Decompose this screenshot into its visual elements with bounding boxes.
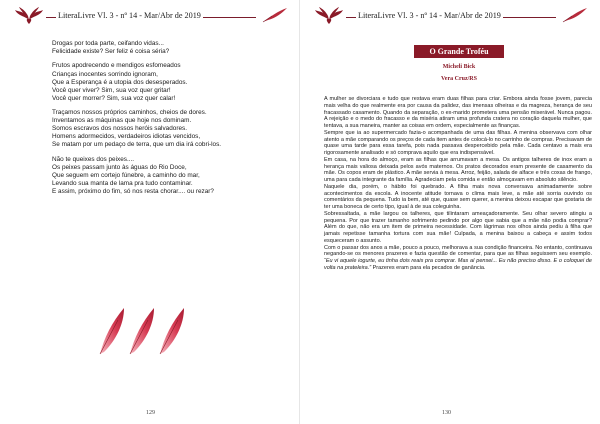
header-title: LiteraLivre Vl. 3 - nº 14 - Mar/Abr de 2019	[58, 11, 201, 20]
winged-heart-logo-icon	[314, 6, 344, 26]
author-location: Vera Cruz/RS	[441, 76, 477, 82]
story-text: Com o passar dos anos a mãe, pouco a pouco, melhorava a sua condição financeira. No entanto, continuava negando-se os menores prazeres e fazia questão de comentar, para que as filhas seguissem seu exemplo.	[324, 244, 592, 258]
poem-line: Felicidade existe? Ser feliz é coisa séria?	[52, 48, 170, 56]
story-body	[324, 96, 592, 272]
right-page	[300, 0, 600, 424]
header-title: LiteraLivre Vl. 3 - nº 14 - Mar/Abr de 2019	[358, 11, 501, 20]
story-title: O Grande Troféu	[414, 45, 504, 58]
poem-line: Frutos apodrecendo e mendigos esfomeados	[52, 62, 181, 70]
poem	[52, 40, 292, 202]
story-paragraph: Sempre que ia ao supermercado fazia-o acompanhada de uma das filhas. A menina observava com olhar atento a mãe comparando os preços de cada item antes de colocá-lo no carrinho de compras. Precisavam de quase uma tarde para essa tarefa, pois nada passava despercebido pela mãe. Cada centavo a mais era rigorosamente analisado e só comprava aquilo que era indispensável.	[324, 129, 592, 156]
poem-line: Se matam por um pedaço de terra, que um dia irá cobri-los.	[52, 141, 222, 149]
story-text: Prazeres eram para ela pecados de ganância.	[371, 264, 486, 271]
quill-icon	[262, 7, 288, 23]
story-paragraph: Sobressaltada, a mãe largou os talheres, que tilintaram ameaçadoramente. Seu olhar severo atingiu a pequena. Por que trazer tamanho sofrimento pedindo por algo que sabia que a mãe não podia comprar? Além do que, não era um item de primeira necessidade. Com lágrimas nos olhos ainda pediu à filha que jamais repetisse tamanha tortura com sua mãe! Culpada, a menina baixou a cabeça e assim todos esqueceram o assunto.	[324, 210, 592, 244]
poem-line: Crianças inocentes sorrindo ignoram,	[52, 70, 158, 78]
story-italic-quote: “Eu vi aquele iogurte, eu tinha dois reais pra comprar. Mas aí pensei... Eu não preciso disso. E o coloquei de volta na prateleira.”	[324, 258, 592, 271]
feathers-icon	[94, 300, 194, 356]
poem-line: Você quer morrer? Sim, sua voz quer calar!	[52, 94, 176, 102]
poem-line: Você quer viver? Sim, sua voz quer gritar!	[52, 86, 171, 94]
story-paragraph: A mulher se divorciara e tudo que restava eram duas filhas para criar. Embora ainda fosse jovem, parecia mais velha do que realmente era por causa da palidez, das imensas olheiras e da magreza, herança de seu fracassado casamento. Quando da separação, o ex-marido prometera uma pensão miserável. Nunca pagou. A rejeição e o medo do fracasso e da miséria atiram uma profunda cratera no coração daquela mulher, que tentava, a sua maneira, manter as coisas em ordem, especialmente as finanças.	[324, 96, 592, 129]
page-number: 130	[442, 410, 451, 416]
page-number: 129	[146, 410, 155, 416]
poem-line: Drogas por toda parte, ceifando vidas...	[52, 40, 164, 47]
poem-line: Somos escravos dos nossos heróis salvadores.	[52, 125, 187, 133]
quill-icon	[562, 7, 588, 23]
stanza-2	[52, 62, 292, 102]
story-paragraph: Em casa, na hora do almoço, eram as filhas que arrumavam a mesa. Os antigos talheres de inox eram a herança mais valiosa deixada pelos avós maternos. Os pratos decorados eram presente de casamento da mãe. Os copos eram de plástico. A mãe servia à mesa. Arroz, feijão, salada de alface e três coxas de frango, uma para cada integrante da família. Agradeciam pela comida e então almoçavam em absoluto silêncio.	[324, 156, 592, 183]
poem-line: Não te queixes dos peixes....	[52, 155, 135, 163]
winged-heart-logo-icon	[14, 6, 44, 26]
story-paragraph: Naquele dia, porém, o hábito foi quebrado. A filha mais nova conversava animadamente sobre acontecimentos da escola. A inocente atitude tornava o clima mais leve, a mãe até sorria ouvindo os comentários da pequena. Tudo ia bem, até que, quase sem querer, a menina deixou escapar que gostaria de ter uma boneca de certo tipo, igual à de sua coleguinha.	[324, 183, 592, 210]
poem-line: E assim, próximo do fim, só nos resta chorar.... ou rezar?	[52, 187, 214, 195]
poem-line: Que a Esperança é a utopia dos desesperados.	[52, 78, 188, 86]
stanza-1	[52, 40, 292, 56]
poem-line: Que seguem em cortejo fúnebre, a caminho do mar,	[52, 171, 200, 179]
poem-line: Levando sua manta de lama pra tudo contaminar.	[52, 179, 193, 187]
story-paragraph-last	[324, 245, 592, 272]
poem-line: Traçamos nossos próprios caminhos, cheios de dores.	[52, 109, 207, 117]
poem-line: Homens adormecidos, verdadeiros idiotas vencidos,	[52, 133, 201, 141]
stanza-4	[52, 156, 292, 196]
poem-line: Inventamos as máquinas que hoje nos dominam.	[52, 117, 192, 125]
author-name: Micheli Bick	[442, 64, 476, 70]
poem-line: Os peixes passam junto às águas do Rio Doce,	[52, 163, 187, 171]
stanza-3	[52, 109, 292, 149]
